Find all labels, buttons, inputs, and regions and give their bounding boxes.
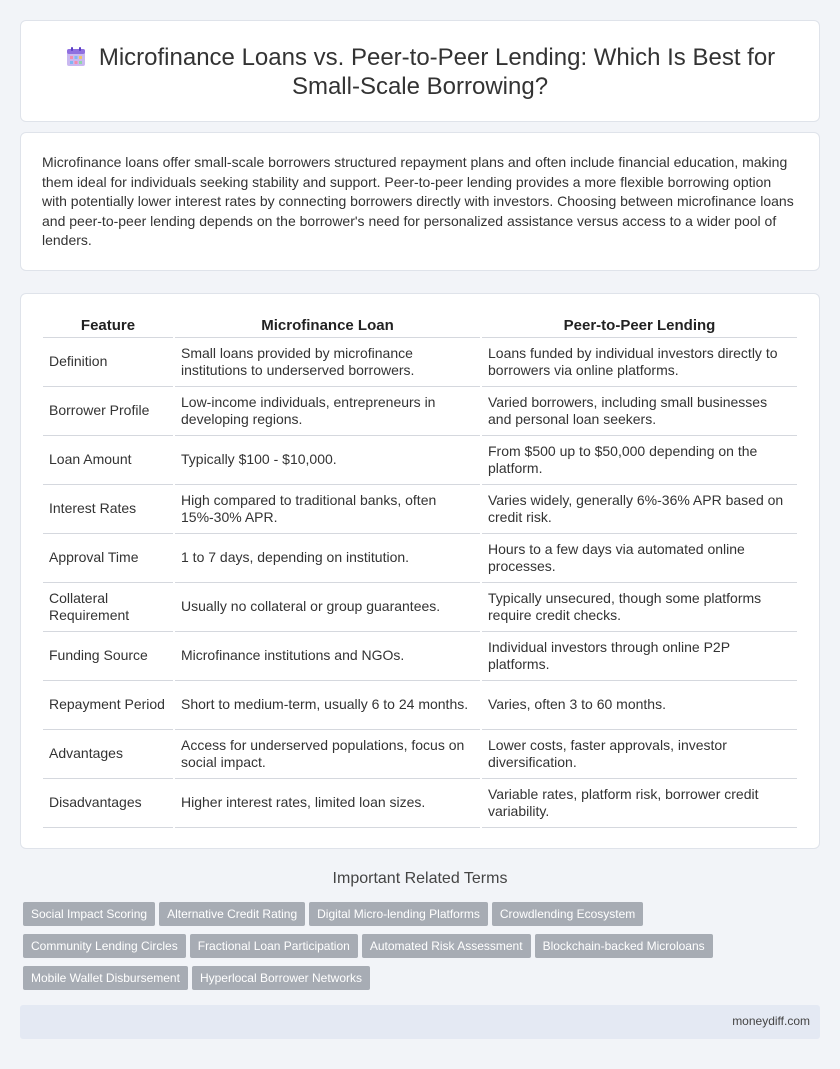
table-header-row [43, 312, 797, 338]
p2p-cell: From $500 up to $50,000 depending on the platform. [482, 436, 797, 485]
table-row [43, 632, 797, 681]
table-row [43, 534, 797, 583]
microfinance-cell: Microfinance institutions and NGOs. [175, 632, 480, 681]
table-row [43, 387, 797, 436]
microfinance-cell: Usually no collateral or group guarantees. [175, 583, 480, 632]
calendar-icon [65, 46, 87, 68]
p2p-cell: Varies, often 3 to 60 months. [482, 681, 797, 730]
p2p-cell: Individual investors through online P2P platforms. [482, 632, 797, 681]
footer [20, 1005, 820, 1039]
page-title-text: Microfinance Loans vs. Peer-to-Peer Lending: Which Is Best for Small-Scale Borrowing? [98, 44, 776, 100]
table-row [43, 436, 797, 485]
table-row [43, 730, 797, 779]
table-row [43, 583, 797, 632]
feature-cell: Definition [43, 338, 173, 387]
p2p-cell: Loans funded by individual investors directly to borrowers via online platforms. [482, 338, 797, 387]
feature-cell: Approval Time [43, 534, 173, 583]
microfinance-cell: 1 to 7 days, depending on institution. [175, 534, 480, 583]
tag-row [23, 934, 823, 966]
feature-cell: Collateral Requirement [43, 583, 173, 632]
p2p-cell: Hours to a few days via automated online processes. [482, 534, 797, 583]
related-term-tag[interactable]: Alternative Credit Rating [159, 902, 305, 926]
p2p-cell: Lower costs, faster approvals, investor diversification. [482, 730, 797, 779]
related-term-tag[interactable]: Community Lending Circles [23, 934, 186, 958]
table-row [43, 779, 797, 828]
related-term-tag[interactable]: Fractional Loan Participation [190, 934, 358, 958]
footer-site-link[interactable]: moneydiff.com [732, 1014, 810, 1028]
comparison-card [20, 293, 820, 849]
p2p-cell: Varied borrowers, including small businesses and personal loan seekers. [482, 387, 797, 436]
header-feature: Feature [43, 312, 173, 338]
microfinance-cell: Higher interest rates, limited loan sizes. [175, 779, 480, 828]
intro-paragraph: Microfinance loans offer small-scale borrowers structured repayment plans and often include financial education, making them ideal for individuals seeking stability and support. Peer-to-peer lending provides a more flexible borrowing option with potentially lower interest rates by connecting borrowers directly with investors. Choosing between microfinance loans and peer-to-peer lending depends on the borrower's need for personalized assistance versus access to a wider pool of lenders. [42, 154, 794, 248]
header-p2p: Peer-to-Peer Lending [482, 312, 797, 338]
microfinance-cell: Small loans provided by microfinance institutions to underserved borrowers. [175, 338, 480, 387]
microfinance-cell: Typically $100 - $10,000. [175, 436, 480, 485]
microfinance-cell: Short to medium-term, usually 6 to 24 months. [175, 681, 480, 730]
feature-cell: Repayment Period [43, 681, 173, 730]
feature-cell: Interest Rates [43, 485, 173, 534]
related-terms-title: Important Related Terms [332, 870, 508, 887]
title-card [20, 20, 820, 122]
p2p-cell: Varies widely, generally 6%-36% APR based on credit risk. [482, 485, 797, 534]
feature-cell: Borrower Profile [43, 387, 173, 436]
p2p-cell: Typically unsecured, though some platforms require credit checks. [482, 583, 797, 632]
tag-row [23, 902, 823, 934]
table-row [43, 338, 797, 387]
related-term-tag[interactable]: Crowdlending Ecosystem [492, 902, 643, 926]
comparison-table [41, 312, 799, 828]
related-term-tag[interactable]: Blockchain-backed Microloans [535, 934, 713, 958]
microfinance-cell: Low-income individuals, entrepreneurs in developing regions. [175, 387, 480, 436]
table-row [43, 485, 797, 534]
table-row [43, 681, 797, 730]
microfinance-cell: High compared to traditional banks, often 15%-30% APR. [175, 485, 480, 534]
microfinance-cell: Access for underserved populations, focus on social impact. [175, 730, 480, 779]
related-term-tag[interactable]: Automated Risk Assessment [362, 934, 531, 958]
related-term-tag[interactable]: Social Impact Scoring [23, 902, 155, 926]
feature-cell: Disadvantages [43, 779, 173, 828]
feature-cell: Loan Amount [43, 436, 173, 485]
header-microfinance: Microfinance Loan [175, 312, 480, 338]
related-term-tag[interactable]: Mobile Wallet Disbursement [23, 966, 188, 990]
related-term-tag[interactable]: Hyperlocal Borrower Networks [192, 966, 370, 990]
related-term-tag[interactable]: Digital Micro-lending Platforms [309, 902, 488, 926]
tag-row [23, 966, 823, 998]
intro-card [20, 132, 820, 271]
page-title [21, 43, 819, 101]
p2p-cell: Variable rates, platform risk, borrower credit variability. [482, 779, 797, 828]
feature-cell: Funding Source [43, 632, 173, 681]
feature-cell: Advantages [43, 730, 173, 779]
related-terms-list [23, 902, 823, 998]
